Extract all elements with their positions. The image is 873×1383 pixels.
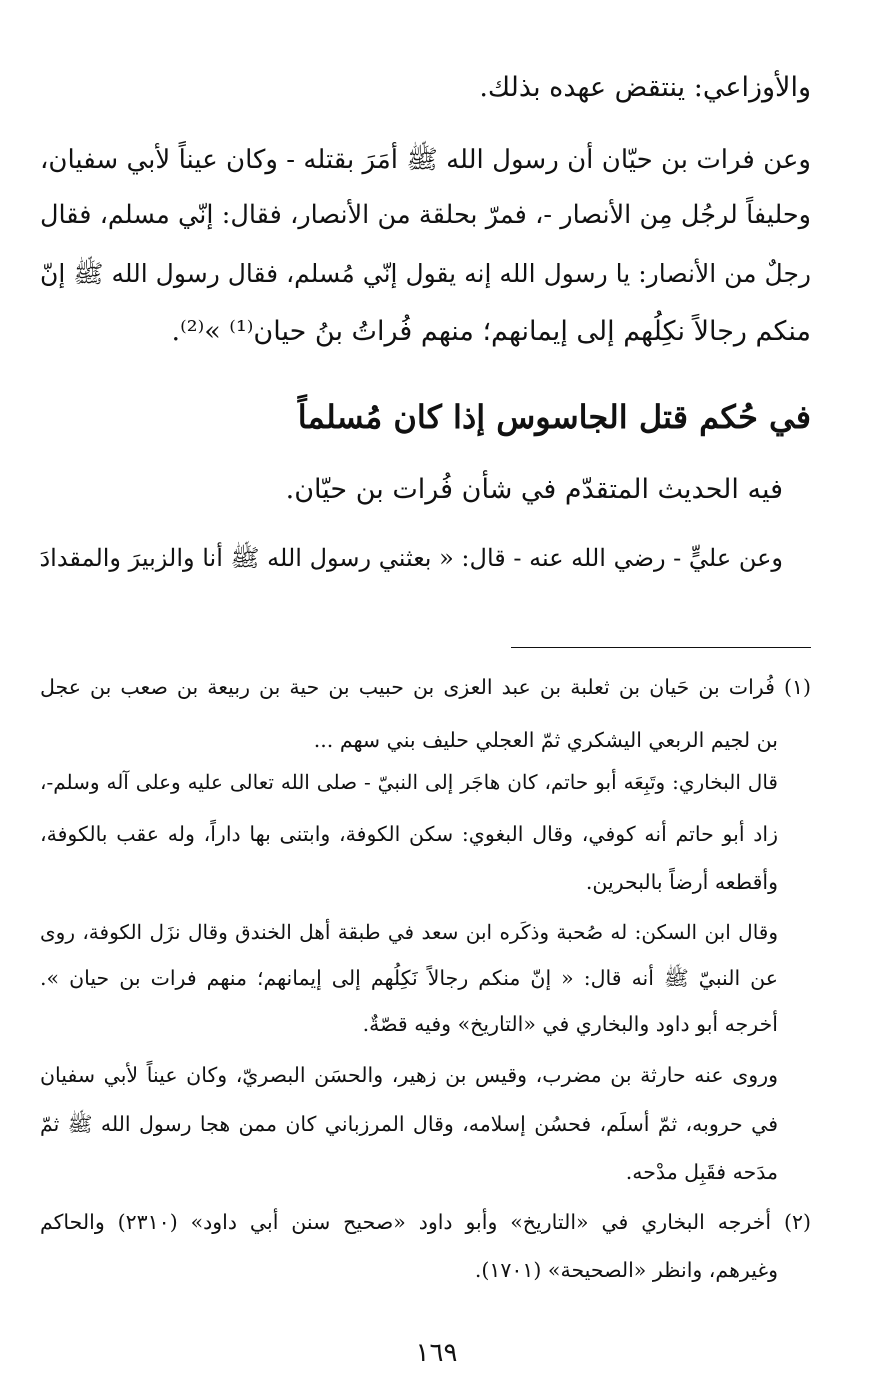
section-text-line: فيه الحديث المتقدّم في شأن فُرات بن حيّان.: [285, 474, 783, 505]
footnote-line: عن النبيّ ﷺ أنه قال: « إنّ منكم رجالاً نَكِلُهم إلى إيمانهم؛ منهم فرات بن حيان ».: [40, 966, 778, 990]
footnote-line: مدَحه فقَبِل مدْحه.: [625, 1160, 778, 1184]
footnote-line: زاد أبو حاتم أنه كوفي، وقال البغوي: سكن الكوفة، وابتنى بها داراً، وله عقب بالكوفة،: [40, 822, 778, 846]
footnote-line: في حروبه، ثمّ أسلَم، فحسُن إسلامه، وقال المرزباني كان ممن هجا رسول الله ﷺ ثمّ: [40, 1112, 778, 1136]
main-text-line: والأوزاعي: ينتقض عهده بذلك.: [479, 72, 811, 103]
main-text-line: منكم رجالاً نكِلُهم إلى إيمانهم؛ منهم فُراتُ بنُ حيان⁽¹⁾ »⁽²⁾.: [171, 316, 811, 347]
section-text-line: وعن عليٍّ - رضي الله عنه - قال: « بعثني رسول الله ﷺ أنا والزبيرَ والمقدادَ: [39, 544, 783, 572]
footnote-line: أخرجه أبو داود والبخاري في «التاريخ» وفيه قصّةٌ.: [362, 1012, 778, 1036]
footnote-separator: [511, 647, 811, 648]
footnote-line: وغيرهم، وانظر «الصحيحة» (١٧٠١).: [474, 1258, 778, 1282]
page-number: ١٦٩: [415, 1338, 458, 1368]
footnote-line: (٢) أخرجه البخاري في «التاريخ» وأبو داود «صحيح سنن أبي داود» (٢٣١٠) والحاكم: [40, 1210, 811, 1234]
section-heading: في حُكم قتل الجاسوس إذا كان مُسلماً: [297, 398, 811, 436]
main-text-line: وحليفاً لرجُل مِن الأنصار -، فمرّ بحلقة من الأنصار، فقال: إنّي مسلم، فقال: [40, 200, 811, 230]
main-text-line: وعن فرات بن حيّان أن رسول الله ﷺ أمَرَ بقتله - وكان عيناً لأبي سفيان،: [40, 145, 811, 175]
footnote-line: وأقطعه أرضاً بالبحرين.: [585, 870, 778, 894]
footnote-line: قال البخاري: وتَبِعَه أبو حاتم، كان هاجَر إلى النبيّ - صلى الله تعالى عليه وعلى آله وسلم-،: [40, 770, 778, 794]
footnote-line: (١) فُرات بن حَيان بن ثعلبة بن عبد العزى بن حبيب بن حية بن ربيعة بن صعب بن عجل: [40, 675, 811, 699]
footnote-line: وقال ابن السكن: له صُحبة وذكَره ابن سعد في طبقة أهل الخندق وقال نزَل الكوفة، روى: [40, 920, 778, 944]
footnote-line: وروى عنه حارثة بن مضرب، وقيس بن زهير، والحسَن البصريّ، وكان عيناً لأبي سفيان: [40, 1063, 778, 1087]
footnote-line: بن لجيم الربعي اليشكري ثمّ العجلي حليف بني سهم ...: [313, 728, 778, 752]
main-text-line: رجلٌ من الأنصار: يا رسول الله إنه يقول إنّي مُسلم، فقال رسول الله ﷺ إنّ: [40, 259, 811, 288]
